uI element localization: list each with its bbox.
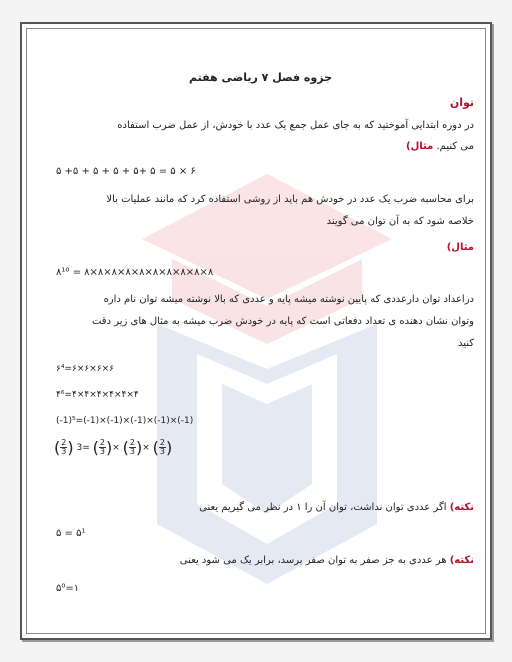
example-1: ۶⁴=۶×۶×۶×۶ — [56, 364, 114, 374]
para2-line-1: برای محاسبه ضرب یک عدد در خودش هم باید از روشی استفاده کرد که مانند عملیات بالا — [106, 194, 474, 205]
note-2 — [180, 555, 474, 566]
example-3: (-1)⁵=(-1)×(-1)×(-1)×(-1)×(-1) — [56, 416, 194, 426]
fraction: $\frac{2}{3}$ — [129, 438, 135, 456]
fraction: $\frac{2}{3}$ — [159, 438, 165, 456]
example-label-2: مثال) — [446, 242, 474, 253]
para3-line-3: کنید — [457, 338, 474, 349]
intro-line-2 — [406, 141, 474, 152]
document-title: جزوه فصل ۷ ریاضی هفتم — [188, 71, 332, 84]
para3-line-1: دراعداد توان دارعددی که پایین نوشته میشه پایه و عددی که بالا نوشته میشه توان نام داره — [103, 294, 474, 305]
watermark-logo — [22, 24, 494, 642]
note-1 — [199, 502, 474, 513]
note-label: نکته) — [449, 502, 474, 513]
document-page — [20, 22, 492, 640]
fraction: $\frac{2}{3}$ — [99, 438, 105, 456]
example-label: مثال) — [406, 141, 434, 152]
fraction-exponent: 3= — [76, 443, 90, 453]
note-2-equation: ۵⁰=۱ — [56, 583, 80, 594]
sum-equation: ۵ +۵ + ۵ + ۵ + ۵+ ۵ = ۵ × ۶ — [56, 166, 196, 177]
note-1-text: اگر عددی توان نداشت، توان آن را ۱ در نظر می گیریم یعنی — [199, 502, 447, 513]
example-2: ۴⁶=۴×۴×۴×۴×۴×۴ — [56, 390, 139, 400]
para3-line-2: وتوان نشان دهنده ی تعداد دفعاتی است که پایه در خودش ضرب میشه به مثال های زیر دقت — [91, 316, 474, 327]
note-1-equation: ۵ = ۵¹ — [56, 528, 86, 539]
fraction: $\frac{2}{3}$ — [61, 438, 67, 456]
power-equation: ۸¹⁰ = ۸×۸×۸×۸×۸×۸×۸×۸×۸×۸ — [56, 267, 214, 278]
para2-line-2: خلاصه شود که به آن توان می گویند — [326, 216, 474, 227]
section-heading: توان — [449, 96, 474, 109]
note-2-text: هر عددی به جز صفر به توان صفر برسد، برابر یک می شود یعنی — [179, 555, 447, 566]
intro-line-1: در دوره ابتدایی آموختید که به جای عمل جمع یک عدد با خودش، از عمل ضرب استفاده — [117, 120, 474, 131]
intro-line-2-text: می کنیم. — [436, 141, 474, 152]
fraction-example: ( $\frac{2}{3}$ ) 3= ( $\frac{2}{3}$ )× ( $\frac{2}{3}$ )× ( $\frac{2}{3}$ ) — [54, 438, 173, 457]
note-label: نکته) — [449, 555, 474, 566]
